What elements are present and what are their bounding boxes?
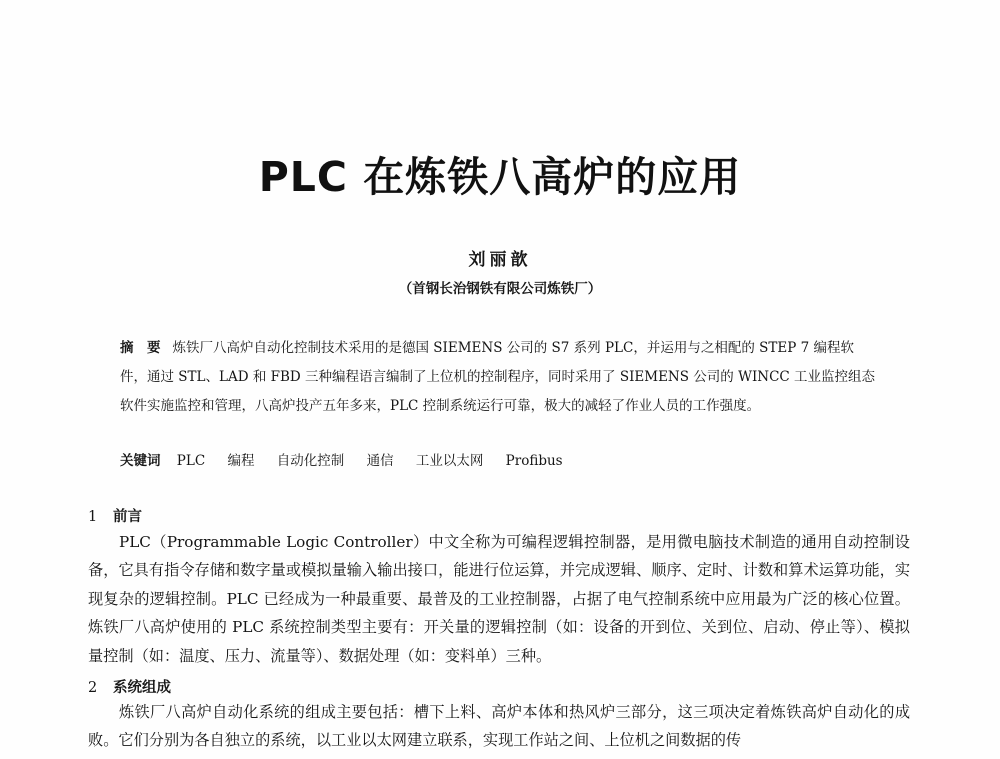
section-paragraph-intro: PLC（Programmable Logic Controller）中文全称为可编程逻辑控制器，是用微电脑技术制造的通用自动控制设备，它具有指令存储和数字量或模拟量输入输出接口，能进行位运算，并完成逻辑、顺序、定时、计数和算术运算功能，实现复杂的逻辑控制。PLC 已经成为一种最重要、最普及的工业控制器，占据了电气控制系统中应用最为广泛的核心位置。炼铁厂八高炉使用的 PLC 系统控制类型主要有：开关量的逻辑控制（如：设备的开到位、关到位、启动、停止等）、模拟量控制（如：温度、压力、流量等）、数据处理（如：变料单）三种。 (88, 533, 910, 665)
paper-title: PLC 在炼铁八高炉的应用 (258, 153, 742, 201)
keyword-item: 工业以太网 (415, 453, 484, 469)
keyword-item: Profibus (505, 453, 563, 469)
keyword-item: 编程 (227, 453, 255, 469)
author-affiliation: （首钢长治钢铁有限公司炼铁厂） (398, 281, 602, 297)
section-heading-intro (88, 505, 142, 526)
section-heading-system (88, 676, 171, 697)
keyword-item: 自动化控制 (276, 453, 345, 469)
section-title: 系统组成 (113, 679, 171, 696)
section-paragraph-system: 炼铁厂八高炉自动化系统的组成主要包括：槽下上料、高炉本体和热风炉三部分，这三项决定着炼铁高炉自动化的成败。它们分别为各自独立的系统，以工业以太网建立联系，实现工作站之间、上位机之间数据的传 (88, 703, 910, 750)
section-title: 前言 (113, 508, 142, 525)
abstract (120, 334, 880, 421)
keywords-label: 关键词 (120, 453, 161, 469)
keyword-item: PLC (176, 453, 206, 469)
abstract-label: 摘 要 (120, 340, 161, 356)
author-name: 刘丽歆 (468, 250, 532, 270)
section-number: 1 (88, 509, 98, 525)
section-number: 2 (88, 680, 98, 696)
keywords (120, 449, 880, 469)
keyword-item: 通信 (366, 453, 394, 469)
abstract-text: 炼铁厂八高炉自动化控制技术采用的是德国 SIEMENS 公司的 S7 系列 PLC，并运用与之相配的 STEP 7 编程软件，通过 STL、LAD 和 FBD 三种编程语言编制了上位机的控制程序，同时采用了 SIEMENS 公司的 WINCC 工业监控组态软件实施监控和管理，八高炉投产五年多来，PLC 控制系统运行可靠，极大的减轻了作业人员的工作强度。 (120, 340, 876, 414)
